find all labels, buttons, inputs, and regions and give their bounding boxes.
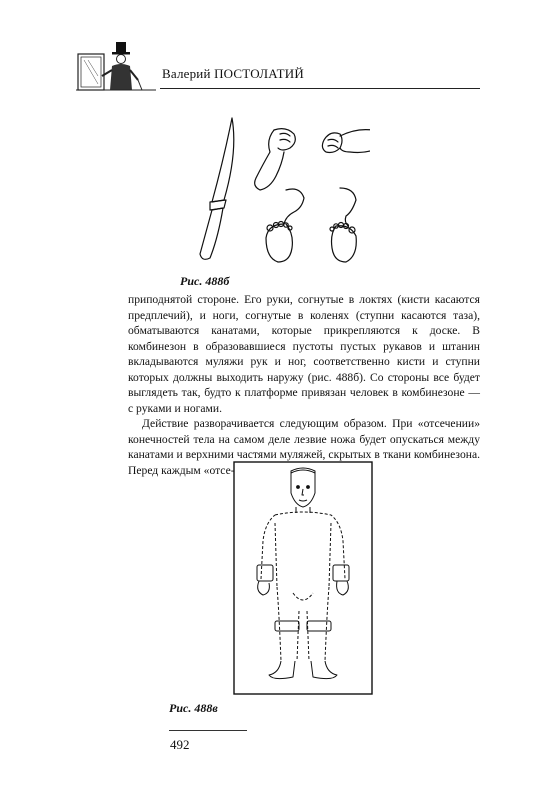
right-foot — [311, 661, 337, 679]
figure-man-on-board — [233, 461, 373, 695]
hand-dummy-left — [255, 129, 296, 190]
header-logo — [76, 40, 158, 92]
left-hand — [258, 581, 270, 595]
knife-illustration — [200, 118, 234, 259]
figure-caption-488b: Рис. 488б — [180, 274, 230, 288]
running-header: Валерий ПОСТОЛАТИЙ — [162, 66, 304, 81]
body-text — [128, 292, 480, 478]
footer-rule — [169, 730, 247, 731]
paragraph-1: приподнятой стороне. Его руки, согнутые в локтях (кисти касаются предплечий), и ноги, согнутые в коленях (ступни касаются таза), обматываются канатами, которые прикрепляются к доске. В комбинезон в образовавшиеся пустоты пустых рукавов и штанин вкладываются муляжи рук и ног, соответственно кисти и ступни которых должны выходить наружу (рис. 488б). Со стороны все будет выглядеть так, будто к платформе привязан человек в комбинезоне — с руками и ногами. — [128, 293, 480, 415]
figure-caption-488v: Рис. 488в — [169, 701, 218, 715]
header-rule — [160, 88, 480, 89]
foot-dummy-right — [330, 188, 356, 262]
hand-dummy-right — [322, 130, 370, 153]
left-cuff — [257, 565, 273, 581]
jumpsuit — [261, 512, 345, 661]
right-cuff — [333, 565, 349, 581]
paragraph-2: Действие разворачивается следующим образом. При «отсечении» конечностей тела на самом деле лезвие ножа будет опускаться между канатами и верхними частями муляжей, скрытых в ткани комбинезона. Перед каждым «отсе- — [128, 417, 480, 477]
left-foot — [269, 661, 295, 679]
board-outline — [234, 462, 372, 694]
left-knee-band — [275, 621, 299, 631]
figure-knife-hands-feet — [190, 112, 370, 272]
foot-dummy-left — [266, 189, 304, 262]
right-hand — [337, 581, 349, 595]
right-knee-band — [307, 621, 331, 631]
head — [291, 468, 315, 513]
page-number: 492 — [170, 737, 190, 752]
